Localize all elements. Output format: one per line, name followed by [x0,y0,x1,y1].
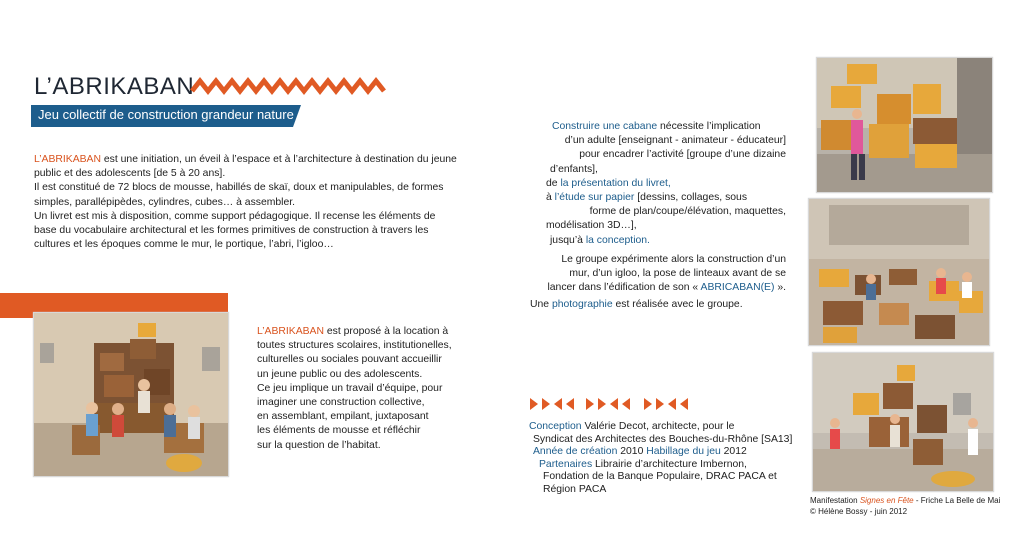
intro-line: base du vocabulaire architectural et les formes primitives de construction à travers les [34,225,429,237]
process-paragraph-3 [530,298,786,312]
photo-caption [810,495,1000,517]
photo-building [816,57,993,193]
intro-line: Il est constitué de 72 blocs de mousse, habillés de skaï, doux et manipulables, de formes [34,182,444,194]
rental-paragraph [257,325,473,453]
rental-line: en assemblant, empilant, juxtaposant [257,411,429,423]
rental-line: un jeune public ou des adolescents. [257,368,423,380]
process-line: lancer dans l’édification de son « ABRICABAN(E) ». [547,282,786,294]
intro-line: Un livret est mis à disposition, comme support pédagogique. Il recense les éléments de [34,210,436,222]
group-photo-image [34,313,228,476]
rental-line: sur la question de l’habitat. [257,439,381,451]
intro-line: simples, parallépipèdes, cylindres, cubes… à assembler. [34,196,296,208]
rental-line: culturelles ou sociales pouvant accueillir [257,354,442,366]
chevron-row-icon [530,398,700,410]
intro-line: cultures et les époques comme le mur, le portique, l’abri, l’igloo… [34,239,334,251]
process-line: Construire une cabane nécessite l’implication [552,121,761,132]
brand-name: L’ABRIKABAN [257,326,324,337]
credits-block [529,421,792,496]
process-line: de la présentation du livret, [546,177,671,189]
process-line: Une photographie est réalisée avec le groupe. [530,299,743,310]
zigzag-ornament-icon [190,76,390,96]
intro-paragraph [34,153,464,252]
intro-line: public et des adolescents [de 5 à 20 ans]. [34,168,226,180]
photo-play [812,352,994,492]
rental-line: L’ABRIKABAN est proposé à la location à [257,326,449,337]
process-line: pour encadrer l’activité [groupe d’une dizaine [579,149,786,161]
rental-line: toutes structures scolaires, institutionelles, [257,340,452,352]
process-line: d’un adulte [enseignant - animateur - éducateur] [564,135,786,147]
process-line: jusqu’à la conception. [550,234,650,246]
process-line: forme de plan/coupe/élévation, maquettes, [589,206,786,218]
credit-line: Partenaires Librairie d’architecture Imbernon, [539,458,747,470]
subtitle: Jeu collectif de construction grandeur nature [38,107,294,122]
credit-line: Région PACA [543,483,607,495]
rental-line: les éléments de mousse et réfléchir [257,425,421,437]
process-paragraph-2 [530,253,786,296]
rental-line: Ce jeu implique un travail d’équipe, pour [257,382,443,394]
rental-line: imaginer une construction collective, [257,397,425,409]
process-paragraph [546,120,786,248]
process-line: Le groupe expérimente alors la construction d’un [561,254,786,265]
process-line: d’enfants], [550,163,598,175]
process-line: modélisation 3D…], [546,220,637,232]
photo-courtyard [808,198,990,346]
credit-line: Fondation de la Banque Populaire, DRAC PACA et [543,471,777,482]
page-title: L’ABRIKABAN [34,73,195,100]
credit-line: Syndicat des Architectes des Bouches-du-Rhône [SA13] [533,433,793,445]
process-line: à l’étude sur papier [dessins, collages, sous [546,192,748,204]
credit-line: Conception Valérie Decot, architecte, pour le [529,421,735,432]
caption-line: Manifestation Signes en Fête - Friche La Belle de Mai [810,496,1001,505]
intro-line: L’ABRIKABAN est une initiation, un éveil à l’espace et à l’architecture à destination du jeune [34,154,457,165]
credit-line: Année de création 2010 Habillage du jeu 2012 [533,446,747,457]
process-line: mur, d’un igloo, la pose de linteaux avant de se [569,268,786,280]
brand-name: L’ABRIKABAN [34,154,101,165]
caption-credit: © Hélène Bossy - juin 2012 [810,507,908,516]
group-photo [33,312,229,477]
